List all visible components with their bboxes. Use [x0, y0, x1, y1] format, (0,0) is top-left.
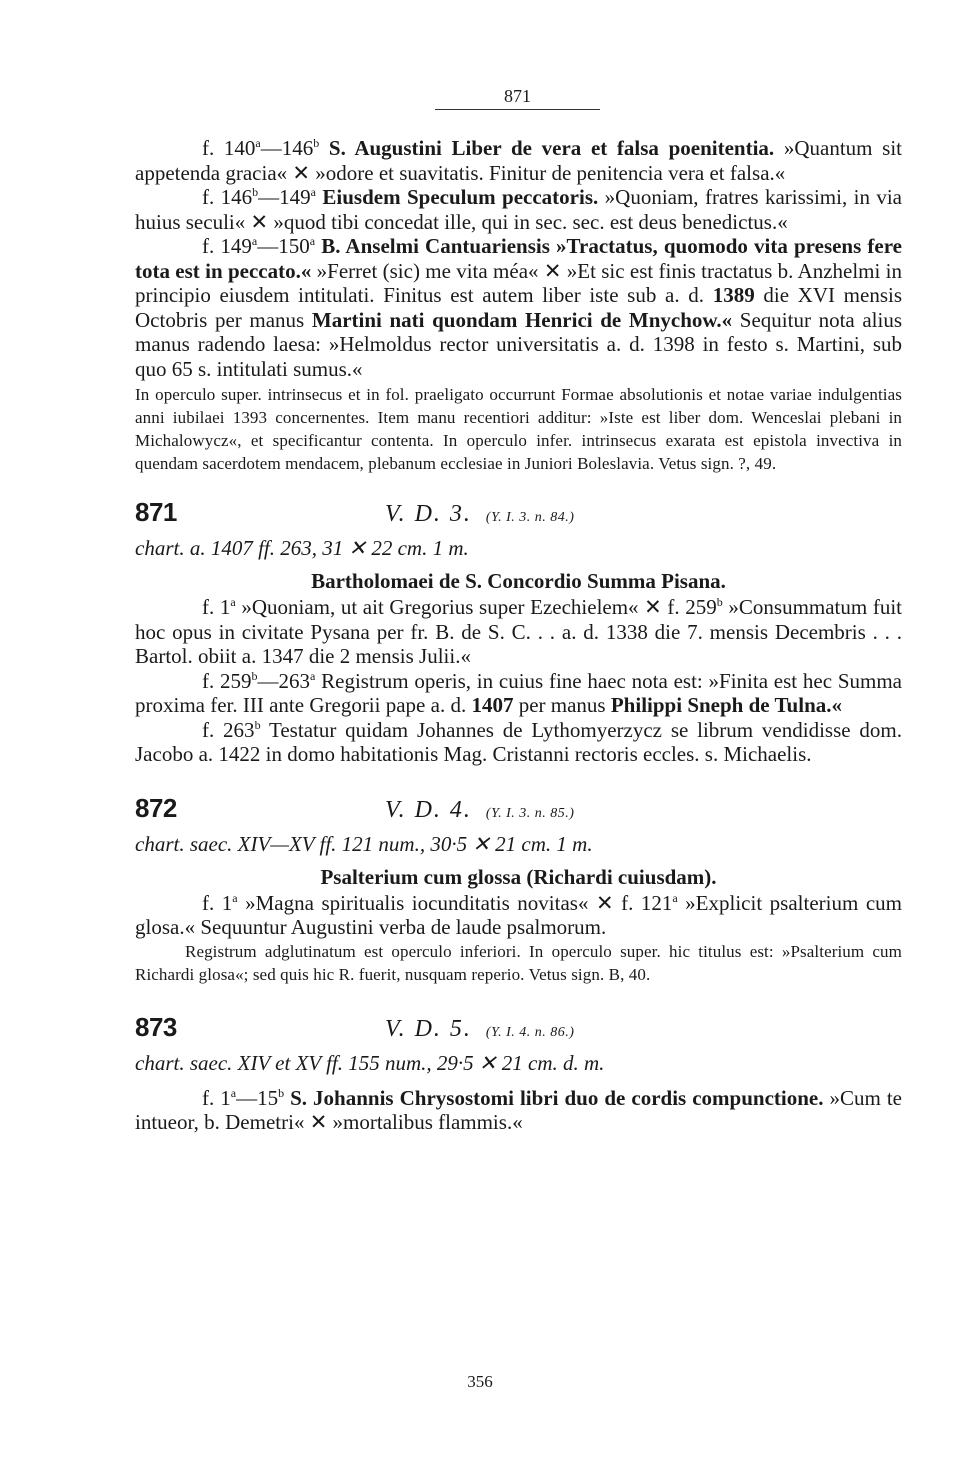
- folio-ref: —15: [236, 1085, 279, 1110]
- folio-ref: f. 146: [202, 185, 253, 209]
- folio-sup: a: [310, 668, 316, 683]
- note-text: Testatur quidam Johannes de Lythomyerzycz se librum vendidisse dom. Jacobo a. 1422 in domo habitationis Mag. Cristanni rectoris eccles. s. Michaelis.: [135, 717, 902, 766]
- incipit-text: »Magna spiritualis iocunditatis novitas« ✕ f. 121: [245, 890, 673, 915]
- folio-sup: a: [309, 234, 316, 248]
- entry-heading: [135, 793, 902, 829]
- old-shelfmark: (Y. I. 3. n. 84.): [485, 510, 575, 525]
- folio-sup: a: [310, 185, 316, 199]
- old-shelfmark: (Y. I. 3. n. 85.): [485, 805, 575, 821]
- year-bold: 1407: [471, 693, 514, 717]
- folio-sup: a: [672, 890, 678, 905]
- page-footer: [0, 1372, 960, 1392]
- incipit-text: »Quoniam, fratres karissimi, in via huius seculi« ✕ »quod tibi concedat ille, qui in sec. sec. est deus benedictus.«: [135, 185, 903, 234]
- folio-sup: b: [313, 136, 320, 150]
- header-page-number: 871: [504, 86, 531, 106]
- shelfmark: V. D. 3.: [385, 501, 472, 527]
- shelfmark: V. D. 4.: [385, 796, 472, 823]
- folio-ref: —150: [257, 234, 310, 258]
- work-title: S. Augustini Liber de vera et falsa poenitentia.: [328, 136, 775, 160]
- folio-ref: f. 1: [202, 595, 231, 619]
- folio-paragraph: [135, 669, 902, 718]
- physical-description: chart. saec. XIV—XV ff. 121 num., 30·5 ✕ 21 cm. 1 m.: [135, 831, 593, 856]
- note-text: per manus: [518, 693, 606, 717]
- incipit-text: »Quantum sit appetenda gracia« ✕ »odore et suavitatis. Finitur de penitencia vera et falsa.«: [135, 136, 903, 185]
- entry-title: Bartholomaei de S. Concordio Summa Pisana.: [311, 569, 726, 593]
- folio-ref: —146: [260, 136, 314, 160]
- folio-sup: b: [716, 595, 723, 609]
- shelfmark: V. D. 5.: [385, 1015, 472, 1042]
- work-title: Eiusdem Speculum peccatoris.: [322, 185, 599, 209]
- entry-heading: [135, 497, 902, 533]
- folio-sup: b: [252, 185, 259, 199]
- note-text: Registrum operis, in cuius fine haec nota est: »Finita est hec Summa proxima fer. III ante Gregorii pape a. d.: [135, 668, 902, 717]
- explicit-text: »Explicit psalterium cum glosa.« Sequuntur Augustini verba de laude psalmorum.: [135, 890, 902, 939]
- folio-paragraph: [135, 1086, 902, 1135]
- scribe-name: Philippi Sneph de Tulna.«: [610, 693, 842, 717]
- folio-sup: b: [278, 1085, 285, 1100]
- folio-sup: a: [230, 1085, 237, 1100]
- small-note: In operculo super. intrinsecus et in fol. praeligato occurrunt Formae absolutionis et notae variae indulgentias anni iubilaei 1393 concernentes. Item manu recentiori additur: »Iste est liber dom. Wenceslai plebani in Michalowycz«, et specificantur contenta. In operculo infer. intrinsecus exarata est epistola invectiva in quendam sacerdotem mendacem, plebanum ecclesiae in Juniori Boleslavia. Vetus sign. ?, 49.: [135, 385, 902, 473]
- explicit-text: »Consummatum fuit hoc opus in civitate Pysana per fr. B. de S. C. . . a. d. 1338 die 7. mensis Decembris . . . Bartol. obiit a. 1347 die 2 mensis Julii.«: [135, 595, 903, 668]
- folio-paragraph: [135, 234, 902, 381]
- note-text: Sequitur nota alius manus radendo laesa: »Helmoldus rector universitatis a. d. 1398 in festo s. Martini, sub quo 65 s. intitulati sumus.«: [135, 307, 903, 381]
- entry-number: 873: [135, 1011, 177, 1042]
- entry-number: 872: [135, 792, 177, 823]
- folio-sup: a: [251, 234, 258, 248]
- footer-page-number: 356: [467, 1372, 493, 1391]
- folio-ref: f. 263: [202, 717, 255, 742]
- folio-ref: f. 140: [202, 136, 256, 160]
- year-bold: 1389: [712, 283, 755, 307]
- incipit-text: »Ferret (sic) me vita méa« ✕ »Et sic est finis tractatus b. Anzhelmi in principio eiusdem intitulati. Finitus est autem liber iste sub a. d.: [135, 258, 902, 307]
- folio-ref: —263: [257, 668, 311, 693]
- folio-sup: a: [232, 890, 238, 905]
- small-note: Registrum adglutinatum est operculo inferiori. In operculo super. hic titulus est: »Psalterium cum Richardi glosa«; sed quis hic R. fuerit, nusquam reperio. Vetus sign. B, 40.: [135, 941, 902, 984]
- folio-sup: b: [254, 717, 261, 732]
- folio-paragraph: [135, 891, 902, 940]
- incipit-text: »Cum te intueor, b. Demetri« ✕ »mortalibus flammis.«: [135, 1085, 902, 1134]
- folio-ref: f. 1: [202, 890, 233, 915]
- folio-paragraph: [135, 595, 902, 669]
- page-body: [135, 86, 902, 1135]
- folio-paragraph: [135, 718, 902, 767]
- entry-number: 871: [135, 497, 177, 527]
- physical-description: chart. saec. XIV et XV ff. 155 num., 29·5 ✕ 21 cm. d. m.: [135, 1050, 605, 1075]
- folio-paragraph: [135, 185, 902, 234]
- folio-ref: f. 259: [202, 668, 252, 693]
- folio-ref: f. 1: [202, 1085, 231, 1110]
- old-shelfmark: (Y. I. 4. n. 86.): [485, 1024, 575, 1040]
- folio-sup: b: [251, 668, 258, 683]
- folio-ref: —149: [258, 185, 311, 209]
- entry-title: Psalterium cum glossa (Richardi cuiusdam).: [320, 864, 717, 889]
- incipit-text: »Quoniam, ut ait Gregorius super Ezechielem« ✕ f. 259: [241, 595, 717, 619]
- running-header: [435, 86, 600, 110]
- folio-ref: f. 149: [202, 234, 252, 258]
- entry-heading: [135, 1012, 902, 1048]
- scribe-name: Martini nati quondam Henrici de Mnychow.«: [311, 307, 733, 332]
- work-title: B. Anselmi Cantuariensis »Tractatus, quomodo vita presens fere tota est in peccato.«: [135, 234, 902, 283]
- folio-paragraph: [135, 136, 902, 185]
- folio-sup: a: [230, 595, 236, 609]
- physical-description: chart. a. 1407 ff. 263, 31 ✕ 22 cm. 1 m.: [135, 536, 469, 560]
- work-title: S. Johannis Chrysostomi libri duo de cordis compunctione.: [290, 1085, 824, 1110]
- colophon-text: die XVI mensis Octobris per manus: [135, 283, 903, 332]
- folio-sup: a: [255, 136, 261, 150]
